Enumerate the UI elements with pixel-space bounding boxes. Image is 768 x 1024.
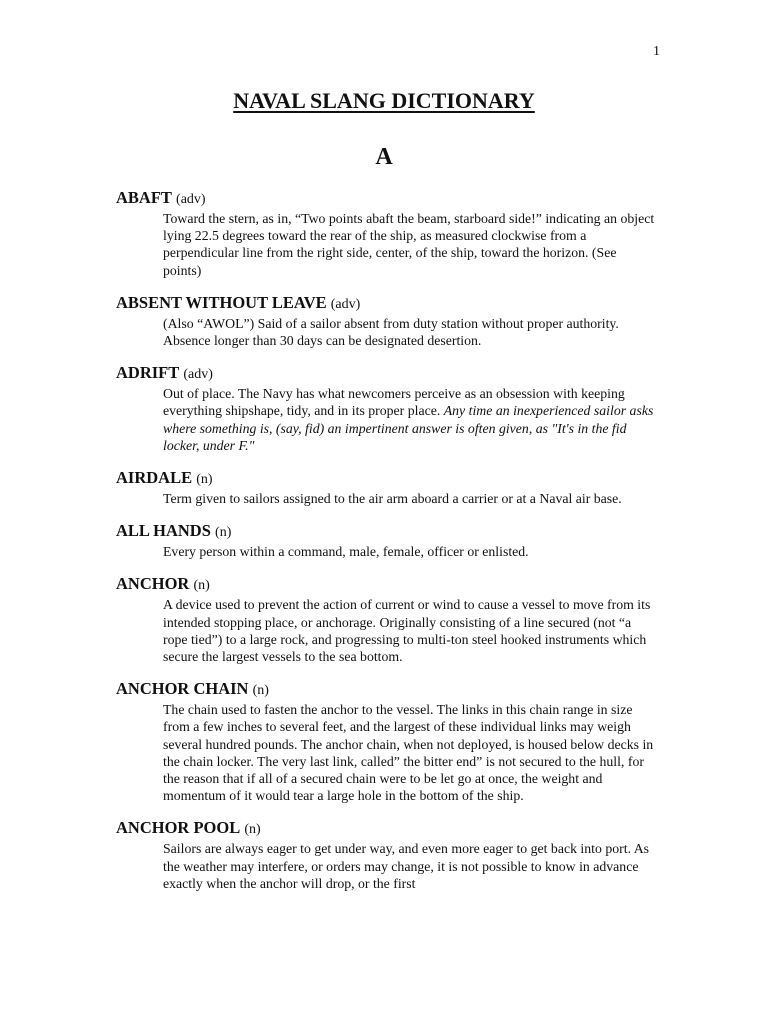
entry-heading: [116, 574, 656, 596]
section-letter: A: [375, 144, 393, 170]
entry-heading: [116, 818, 656, 840]
dictionary-entry: [116, 818, 656, 892]
entry-definition: [163, 490, 656, 507]
entry-heading: [116, 188, 656, 210]
entry-term: ALL HANDS: [116, 521, 211, 541]
entry-term: ABAFT: [116, 188, 172, 207]
entry-heading: [116, 521, 656, 543]
entry-term: ABSENT WITHOUT LEAVE: [116, 292, 327, 312]
entry-term: ANCHOR CHAIN: [116, 679, 249, 699]
entry-definition-text: Sailors are always eager to get under way, and even more eager to get back into port. As the weather may interfere, or orders may change, it is not possible to know in advance exactly when the anchor will drop, or the first: [163, 841, 650, 891]
dictionary-entry: [116, 468, 656, 507]
entry-part-of-speech: (n): [193, 578, 210, 594]
entry-definition-italic-text: Any time an inexperienced sailor asks where something is, (say, fid) an impertinent answer is often given, as "It's in the fid locker, under F.": [163, 403, 654, 453]
entry-definition-text: (Also “AWOL”) Said of a sailor absent from duty station without proper authority. Absence longer than 30 days can be designated desertion.: [163, 315, 619, 349]
dictionary-entry: [116, 574, 656, 665]
entry-definition-text: A device used to prevent the action of current or wind to cause a vessel to move from its intended stopping place, or anchorage. Originally consisting of a line secured (not “a rope tied”) to a large rock, and progressing to multi-ton steel hooked instruments which secure the largest vessels to the sea bottom.: [163, 597, 651, 665]
dictionary-entry: [116, 293, 656, 349]
entry-definition: [163, 840, 656, 892]
entry-definition-text: Term given to sailors assigned to the air arm aboard a carrier or at a Naval air base.: [163, 491, 622, 507]
entry-definition: [163, 543, 656, 560]
entry-term: ANCHOR: [116, 574, 190, 594]
dictionary-entry: [116, 679, 656, 804]
entry-definition: [163, 210, 656, 279]
entry-part-of-speech: (n): [215, 525, 232, 541]
entry-part-of-speech: (adv): [330, 296, 361, 312]
entry-definition: [163, 385, 656, 454]
entry-definition: [163, 701, 656, 804]
entry-heading: [116, 468, 656, 490]
entry-term: ADRIFT: [116, 363, 180, 383]
entry-definition: [163, 596, 656, 665]
entry-part-of-speech: (n): [252, 683, 269, 699]
entry-heading: [116, 293, 656, 315]
entry-definition-text: Every person within a command, male, female, officer or enlisted.: [163, 544, 529, 560]
entry-definition-text: Toward the stern, as in, “Two points abaft the beam, starboard side!” indicating an object lying 22.5 degrees toward the rear of the ship, as measured clockwise from a perpendicular line from the right side, center, of the ship, toward the horizon. (See points): [163, 211, 655, 278]
entry-definition-text: Out of place. The Navy has what newcomers perceive as an obsession with keeping everything shipshape, tidy, and in its proper place.: [163, 386, 625, 419]
entry-term: AIRDALE: [116, 468, 193, 488]
document-title: [0, 88, 768, 114]
document-title-text: NAVAL SLANG DICTIONARY: [233, 88, 535, 113]
entry-part-of-speech: (adv): [183, 367, 213, 383]
entry-heading: [116, 679, 656, 701]
entry-term: ANCHOR POOL: [116, 818, 241, 838]
entry-part-of-speech: (adv): [176, 192, 206, 207]
entry-definition-text: The chain used to fasten the anchor to the vessel. The links in this chain range in size from a few inches to several feet, and the largest of these individual links may weigh several hundred pounds. The anchor chain, when not deployed, is housed below decks in the chain locker. The very last link, called” the bitter end” is not secured to the hull, for the reason that if all of a secured chain were to be let go at once, the weight and momentum of it would tear a large hole in the bottom of the ship.: [163, 702, 654, 804]
page-number: 1: [653, 44, 660, 59]
dictionary-entry: [116, 363, 656, 454]
dictionary-entry: [116, 521, 656, 560]
entry-heading: [116, 363, 656, 385]
entry-part-of-speech: (n): [244, 822, 261, 838]
dictionary-entries: [116, 188, 656, 906]
entry-part-of-speech: (n): [196, 472, 213, 488]
entry-definition: [163, 315, 656, 349]
dictionary-entry: [116, 188, 656, 279]
